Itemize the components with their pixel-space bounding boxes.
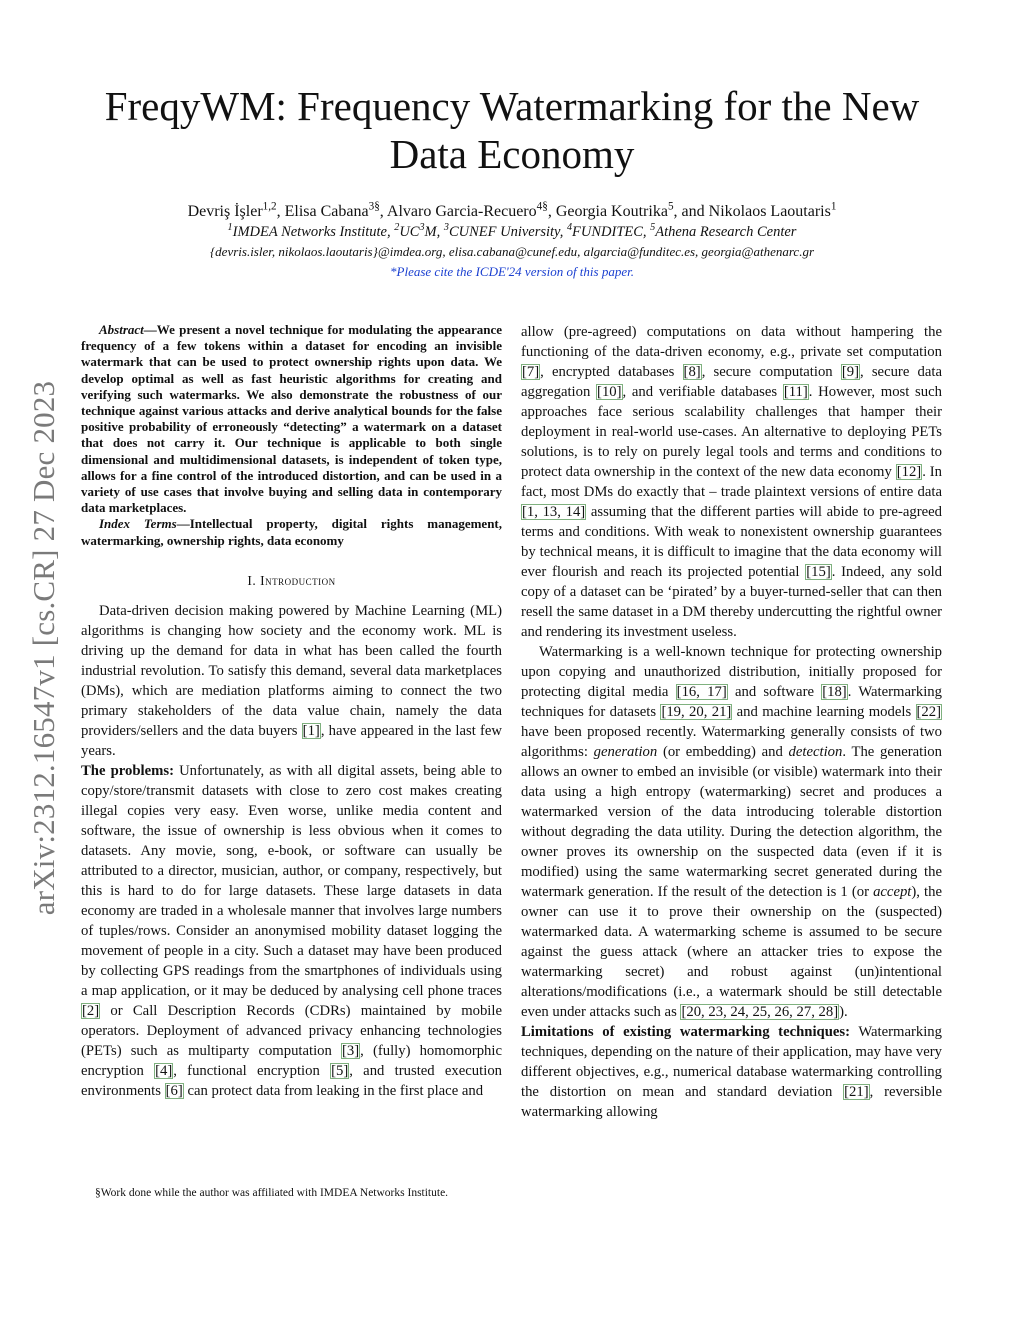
left-column (81, 322, 502, 1101)
citation-link[interactable]: [11] (783, 384, 808, 400)
paper-title: FreqyWM: Frequency Watermarking for the New Data Economy (104, 83, 920, 177)
intro-paragraph-1: Data-driven decision making powered by Machine Learning (ML) algorithms is changing how society and the economy work. ML is driving up the demand for data in what has been called the fourth industrial revolution. To satisfy this demand, several data marketplaces (DMs), which are mediation platforms aiming to connect the two primary stakeholders of the data value chain, namely the data providers/sellers and the data buyers [1], have appeared in the last few years. (81, 602, 502, 759)
author-block (60, 202, 964, 282)
citation-link[interactable]: [21] (844, 1084, 869, 1100)
problems-paragraph: The problems: Unfortunately, as with all digital assets, being able to copy/store/transmit datasets with close to zero cost makes creating illegal copies very easy. Even worse, unlike media content and software, the issue of ownership is less obvious when it comes to datasets. Any movie, song, e-book, or software can usually be attributed to a director, musician, author, or company, respectively, but this is hard to do for large datasets. These large datasets in data economy are traded in a wholesale manner that involves large numbers of tuples/rows. Consider an anonymised mobility dataset logging the movement of people in a city. Such a dataset may have been produced by collecting GPS readings from the smartphones of individuals using a map application, or it may be deduced by analysing cell phone traces [2] or Call Description Records (CDRs) maintained by mobile operators. Deployment of advanced privacy enhancing technologies (PETs) such as multiparty computation [3], (fully) homomorphic encryption [4], functional encryption [5], and trusted execution environments [6] can protect data from leaking in the first place and (81, 762, 503, 1099)
emails: {devris.isler, nikolaos.laoutaris}@imdea.org, elisa.cabana@cunef.edu, algarcia@funditec.es, georgia@athenarc.gr (209, 244, 815, 259)
citation-link[interactable]: [16, 17] (676, 684, 727, 700)
emphasis: detection (788, 744, 843, 760)
citation-link[interactable]: [20, 23, 24, 25, 26, 27, 28] (681, 1004, 839, 1020)
emphasis: accept (873, 884, 912, 900)
citation-link[interactable]: [15] (806, 564, 831, 580)
citation-link[interactable]: [2] (82, 1002, 100, 1019)
citation-link[interactable]: [4] (155, 1062, 173, 1079)
citation-link[interactable]: [7] (522, 364, 540, 380)
right-paragraph-1: allow (pre-agreed) computations on data without hampering the functioning of the data-driven economy, e.g., private set computation [7], encrypted databases [8], secure computation [9], secure data aggregation [10], and verifiable databases [11]. However, most such approaches face serious scalability challenges that hamper their deployment in real-world use-cases. An alternative to deploying PETs solutions, is to rely on purely legal tools and terms and conditions to protect data ownership in the context of the new data economy [12]. In fact, most DMs do exactly that – trade plaintext versions of entire data [1, 13, 14] assuming that the different parties will abide to pre-agreed terms and conditions. With weak to nonexistent ownership guarantees by technical means, it is difficult to imagine that the data economy will ever flourish and reach its projected potential [15]. Indeed, any sold copy of a dataset can be ‘pirated’ by a buyer-turned-seller that can then resell the same dataset in a DM thereby undercutting the rightful owner and rendering its investment useless. (521, 324, 943, 640)
citation-link[interactable]: [19, 20, 21] (661, 704, 732, 720)
index-terms: Index Terms—Intellectual property, digital rights management, watermarking, ownership rights, data economy (81, 516, 503, 548)
emphasis: generation (593, 744, 658, 760)
citation-link[interactable]: [22] (916, 704, 941, 720)
section-heading-introduction: I. Introduction (247, 572, 336, 588)
author-name: Devriş İşler$^{1,2}$ (187, 200, 277, 220)
right-column (521, 322, 942, 1122)
citation-link[interactable]: [6] (165, 1082, 183, 1099)
arxiv-identifier: arXiv:2312.16547v1 [cs.CR] 27 Dec 2023 (26, 380, 61, 915)
abstract: Abstract—We present a novel technique for modulating the appearance frequency of a few tokens within a dataset for encoding an invisible watermark that can be used to protect ownership rights upon data. We develop optimal as well as fast heuristic algorithms for creating and verifying such watermarks. We also demonstrate the robustness of our technique against various attacks and derive analytical bounds for the false positive probability of erroneously “detecting” a watermark on a dataset that does not carry it. Our technique is applicable to both single dimensional and multidimensional datasets, is independent of token type, allows for a fine control of the introduced distortion, and can be used in a variety of use cases that involve buying and selling data in contemporary data marketplaces. (81, 322, 502, 516)
right-paragraph-2: Watermarking is a well-known technique for protecting ownership upon copying and unauthorized distribution, initially proposed for protecting digital media [16, 17] and software [18]. Watermarking techniques for datasets [19, 20, 21] and machine learning models [22] have been proposed recently. Watermarking generally consists of two algorithms: generation (or embedding) and detection. The generation allows an owner to embed an invisible (or visible) watermark into their data using a high entropy (watermarking) secret and produces a watermarked version of the data introducing tolerable distortion without degrading the data utility. During the detection algorithm, the owner proves its ownership on the suspected data (even if it is modified) using the same watermarking secret generated during the watermark generation. If the result of the detection is 1 (or accept), the owner can use it to prove their ownership on the (suspected) watermarked data. A watermarking scheme is assumed to be secure against the guess attack (where an attacker tries to expose the watermarking secret) and robust against (un)intentional alterations/modifications (i.e., a watermark should be still detectable even under attacks such as [20, 23, 24, 25, 26, 27, 28]). (521, 644, 942, 1020)
citation-link[interactable]: [1, 13, 14] (522, 504, 586, 520)
cite-note[interactable]: *Please cite the ICDE'24 version of this paper. (390, 264, 634, 279)
citation-link[interactable]: [18] (822, 684, 847, 700)
citation-link[interactable]: [9] (841, 364, 859, 380)
limitations-paragraph: Limitations of existing watermarking techniques: Watermarking techniques, depending on the nature of their application, may have very different objectives, e.g., numerical database watermarking controlling the distortion on mean and standard deviation [21], reversible watermarking allowing (521, 1024, 942, 1120)
citation-link[interactable]: [8] (683, 364, 701, 380)
citation-link[interactable]: [12] (896, 464, 922, 480)
author-line: Devriş İşler$^{1,2}$, Elisa Cabana$^{3\S}$, Alvaro Garcia-Recuero$^{4\S}$, Georgia Koutrika$^5$, and Nikolaos Laoutaris$^1$ (187, 200, 837, 220)
citation-link[interactable]: [10] (597, 384, 622, 400)
citation-link[interactable]: [3] (342, 1042, 360, 1059)
author-name: Georgia Koutrika$^5$ (555, 200, 674, 220)
author-name: Nikolaos Laoutaris$^1$ (708, 200, 837, 220)
footnote: §Work done while the author was affiliated with IMDEA Networks Institute. (95, 1187, 449, 1199)
author-name: Elisa Cabana$^{3\S}$ (284, 200, 380, 220)
citation-link[interactable]: [1] (302, 722, 320, 739)
citation-link[interactable]: [5] (331, 1062, 349, 1079)
affiliations: $^1$IMDEA Networks Institute, $^2UC^3M$, $^3$CUNEF University, $^4$FUNDITEC, $^5$Athena Research Center (227, 222, 797, 240)
author-name: Alvaro Garcia-Recuero$^{4\S}$ (386, 200, 548, 220)
